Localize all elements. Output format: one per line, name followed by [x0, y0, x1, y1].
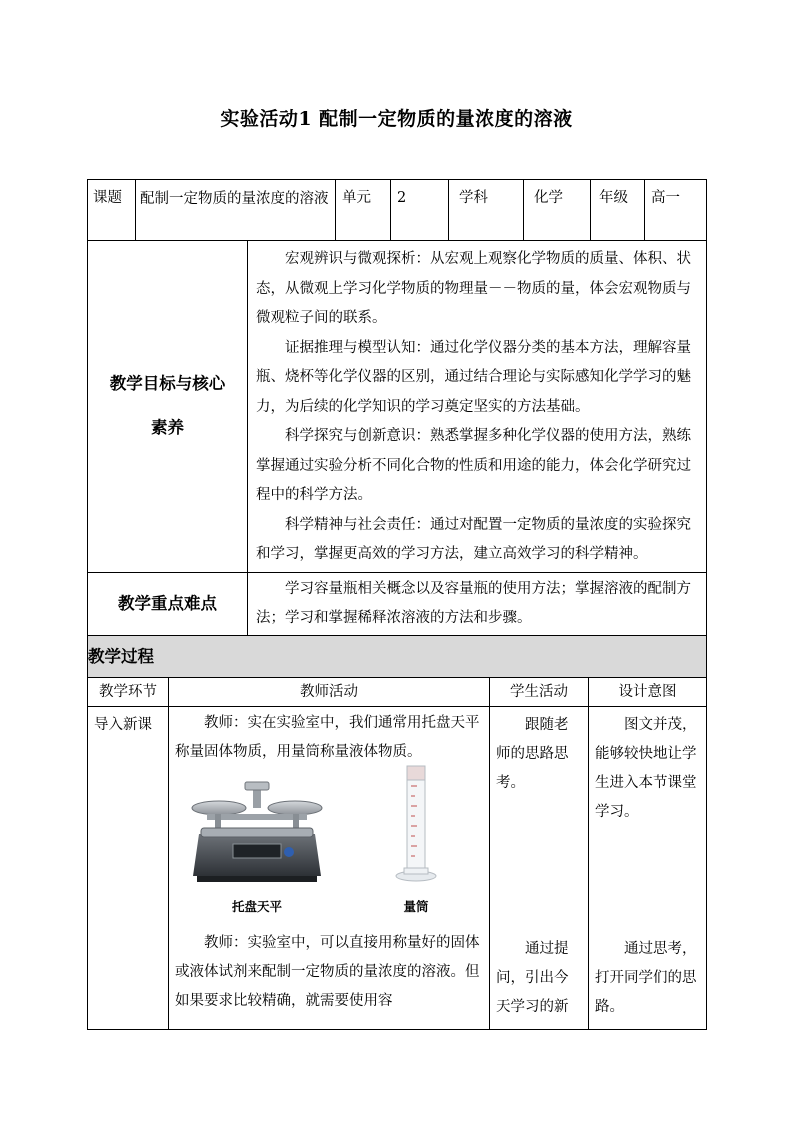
- subject-label: 学科: [449, 180, 524, 240]
- teacher-cell: [169, 707, 490, 1029]
- topic-label: 课题: [88, 180, 136, 240]
- process-title: 教学过程: [88, 636, 706, 678]
- stage-cell: [88, 707, 169, 1029]
- teacher-text-1: 教师：实在实验室中，我们通常用托盘天平称量固体物质，用量筒称量液体物质。: [175, 714, 480, 760]
- key-points-label: 教学重点难点: [88, 573, 248, 635]
- header-teacher: 教师活动: [169, 678, 490, 706]
- lesson-plan-table: [87, 179, 707, 1030]
- cylinder-image: [371, 762, 461, 890]
- process-content-row: [88, 707, 706, 1029]
- goals-label: [88, 241, 248, 572]
- goal-evidence-model: 证据推理与模型认知：通过化学仪器分类的基本方法，理解容量瓶、烧杯等化学仪器的区别，通过结合理论与实际感知化学学习的魅力，为后续的化学知识的学习奠定坚实的方法基础。: [256, 339, 691, 415]
- goals-row: [88, 241, 706, 573]
- grade-label: 年级: [591, 180, 645, 240]
- balance-image: [189, 778, 325, 890]
- unit-value: 2: [391, 180, 449, 240]
- figure-row: [175, 767, 485, 921]
- intent-text-2: 通过思考，打开同学们的思路。: [595, 940, 697, 1015]
- header-intent: 设计意图: [618, 683, 677, 700]
- topic-value: 配制一定物质的量浓度的溶液: [136, 180, 336, 240]
- goal-inquiry-innovation: 科学探究与创新意识：熟悉掌握多种化学仪器的使用方法，熟练掌握通过实验分析不同化合物的性质和用途的能力，体会化学研究过程中的科学方法。: [256, 428, 691, 503]
- info-row: [88, 180, 706, 241]
- intent-text-1: 图文并茂，能够较快地让学生进入本节课堂学习。: [595, 716, 697, 820]
- header-stage: 教学环节: [88, 678, 169, 706]
- key-points-content: [248, 573, 706, 635]
- intent-cell: [589, 707, 706, 1029]
- process-header-row: [88, 678, 706, 707]
- key-points-text: 学习容量瓶相关概念以及容量瓶的使用方法；掌握溶液的配制方法；学习和掌握稀释浓溶液的方法和步骤。: [256, 580, 691, 626]
- key-points-row: [88, 573, 706, 636]
- student-text-1: 跟随老师的思路思考。: [496, 716, 569, 791]
- document-title: 实验活动1 配制一定物质的量浓度的溶液: [220, 108, 573, 130]
- cylinder-figure: [371, 762, 461, 921]
- goals-content: [248, 241, 706, 572]
- header-student: 学生活动: [490, 678, 589, 706]
- goal-spirit-responsibility: 科学精神与社会责任：通过对配置一定物质的量浓度的实验探究和学习，掌握更高效的学习方法，建立高效学习的科学精神。: [256, 516, 691, 562]
- student-cell: [490, 707, 589, 1029]
- grade-value: 高一: [651, 190, 680, 206]
- stage-text: 导入新课: [94, 716, 152, 733]
- subject-value: 化学: [524, 180, 591, 240]
- cylinder-caption: 量筒: [403, 898, 429, 914]
- balance-caption: 托盘天平: [231, 898, 282, 914]
- goal-macro-micro: 宏观辨识与微观探析：从宏观上观察化学物质的质量、体积、状态，从微观上学习化学物质的物理量－－物质的量，体会宏观物质与微观粒子间的联系。: [256, 251, 691, 326]
- teacher-text-2: 教师：实验室中，可以直接用称量好的固体或液体试剂来配制一定物质的量浓度的溶液。但如果要求比较精确，就需要使用容: [175, 934, 480, 1009]
- student-text-2: 通过提问，引出今天学习的新: [496, 940, 569, 1015]
- balance-figure: [189, 778, 325, 921]
- goals-label-text: 教学目标与核心素养: [109, 374, 226, 438]
- unit-label: 单元: [336, 180, 391, 240]
